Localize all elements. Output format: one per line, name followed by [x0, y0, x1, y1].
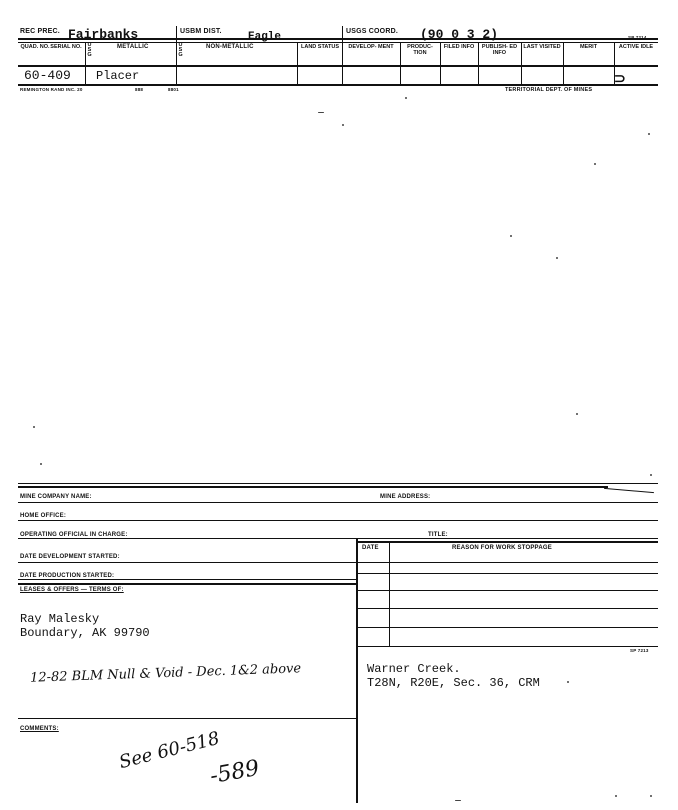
col-usg-metallic: U S G: [87, 42, 92, 58]
code-b: 8801: [168, 87, 179, 92]
code-a: 888: [135, 87, 144, 92]
col-active-idle: ACTIVE IDLE: [618, 44, 654, 50]
mine-address-label: MINE ADDRESS:: [380, 494, 431, 500]
metallic-value: Placer: [96, 69, 140, 83]
col-production: PRODUC- TION: [407, 44, 433, 56]
col-filed-info: FILED INFO: [443, 44, 475, 50]
home-office-label: HOME OFFICE:: [20, 513, 67, 519]
form-number-bottom: SP 7213: [630, 648, 649, 653]
comments-label: COMMENTS:: [20, 726, 59, 732]
usgs-coord-label: USGS COORD.: [346, 28, 398, 35]
usbm-dist-label: USBM DIST.: [180, 28, 222, 35]
date-development-label: DATE DEVELOPMENT STARTED:: [20, 554, 120, 560]
handwritten-note: 12-82 BLM Null & Void - Dec. 1&2 above: [29, 661, 302, 686]
col-merit: MERIT: [579, 44, 598, 50]
leases-label: LEASES & OFFERS — TERMS OF:: [20, 587, 124, 593]
date-production-label: DATE PRODUCTION STARTED:: [20, 573, 115, 579]
reason-column-header: REASON FOR WORK STOPPAGE: [452, 545, 552, 551]
operating-official-label: OPERATING OFFICIAL IN CHARGE:: [20, 532, 128, 538]
col-land-status: LAND STATUS: [301, 44, 339, 50]
agency-label: TERRITORIAL DEPT. OF MINES: [505, 87, 593, 93]
usgs-coord-value: (90 0 3 2): [420, 27, 499, 42]
date-column-header: DATE: [362, 545, 379, 551]
col-non-metallic: NON-METALLIC: [206, 44, 254, 50]
form-number-top: SP 7214: [628, 35, 647, 40]
title-label: TITLE:: [428, 532, 448, 538]
comment-handwritten-ref2: -589: [208, 755, 262, 790]
quad-serial-value: 60-409: [24, 68, 71, 83]
lessee-address: Boundary, AK 99790: [20, 626, 150, 640]
col-metallic: METALLIC: [117, 44, 149, 50]
lessee-name: Ray Malesky: [20, 612, 100, 626]
col-development: DEVELOP- MENT: [348, 44, 394, 50]
col-serial-no: SERIAL NO.: [50, 44, 82, 50]
comment-handwritten-ref: See 60-518: [116, 727, 222, 774]
mine-company-label: MINE COMPANY NAME:: [20, 494, 92, 500]
rec-prec-value: Fairbanks: [68, 27, 139, 42]
active-idle-mark: ⊃: [614, 70, 626, 86]
col-usg-nonmetallic: U S G: [178, 42, 183, 58]
printer-label: REMINGTON RAND INC. 20: [20, 87, 83, 92]
location-creek: Warner Creek.: [367, 662, 461, 676]
rec-prec-label: REC PREC.: [20, 28, 60, 35]
col-quad-no: QUAD. NO.: [20, 44, 50, 50]
col-last-visited: LAST VISITED: [523, 44, 561, 50]
usbm-dist-value: Eagle: [248, 31, 282, 43]
location-township: T28N, R20E, Sec. 36, CRM: [367, 676, 540, 690]
col-published-info: PUBLISH- ED INFO: [481, 44, 518, 56]
